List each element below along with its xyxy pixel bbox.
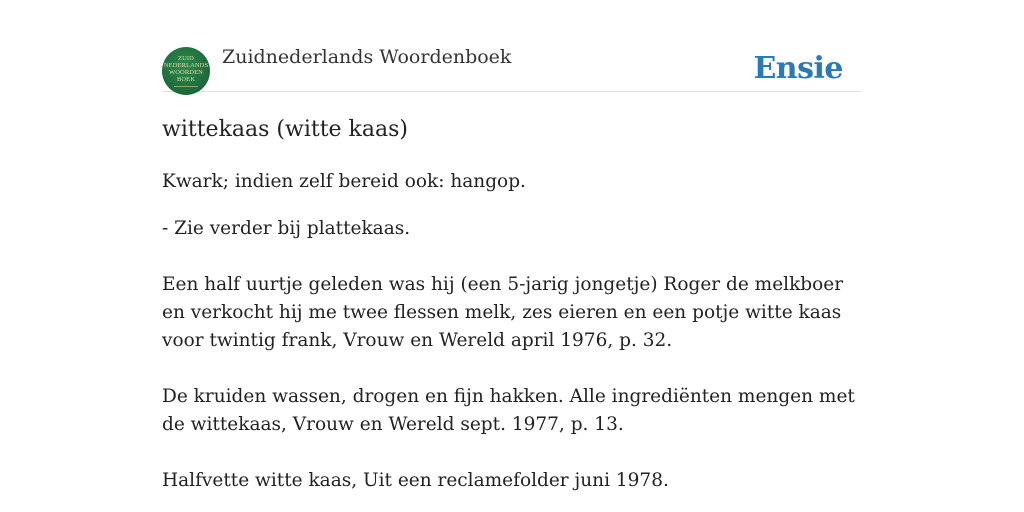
entry-see-also: - Zie verder bij plattekaas. [162,218,411,239]
site-name-link[interactable]: Zuidnederlands Woordenboek [222,46,512,68]
entry-title: wittekaas (witte kaas) [162,117,408,142]
ensie-brand-link[interactable]: Ensie [753,51,843,86]
logo-text-line: ZUID [178,55,194,62]
entry-content [162,168,862,495]
logo-divider [174,86,198,87]
site-logo[interactable] [162,47,210,95]
entry-quote: De kruiden wassen, drogen en fijn hakken. Alle ingrediënten mengen met de wittekaas, Vrouw en Wereld sept. 1977, p. 13. [162,386,855,435]
logo-text-line: BOEK [176,76,196,83]
logo-text-line: NEDERLANDS [163,62,209,69]
logo-text-line: WOORDEN [169,69,203,76]
entry-quote: Halfvette witte kaas, Uit een reclamefolder juni 1978. [162,470,669,491]
site-header [162,44,862,92]
entry-definition: Kwark; indien zelf bereid ook: hangop. [162,171,526,192]
entry-quote: Een half uurtje geleden was hij (een 5-jarig jongetje) Roger de melkboer en verkocht hij me twee flessen melk, zes eieren en een potje witte kaas voor twintig frank, Vrouw en Wereld april 1976, p. 32. [162,274,844,351]
